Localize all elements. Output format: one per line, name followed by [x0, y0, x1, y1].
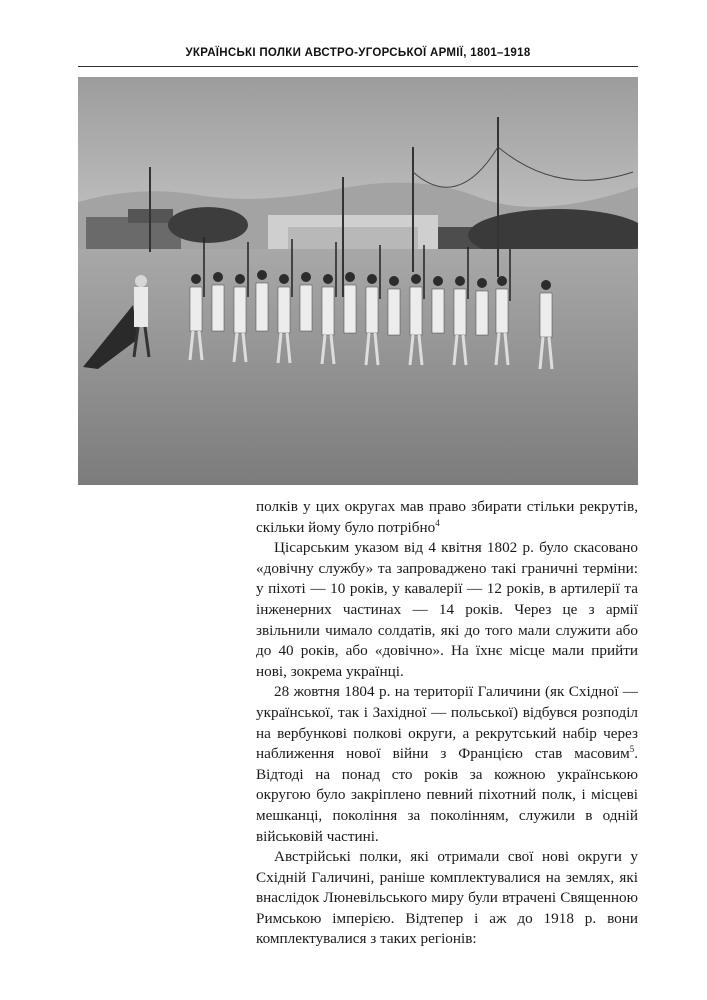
footnote-ref-5[interactable]: 5 — [629, 744, 635, 755]
paragraph-3: 28 жовтня 1804 р. на території Галичини (як Східної — української, так і Західної — польської) відбувся розподіл на вербункові полкові округи, а рекрутський набір через наближення нової війни з Францією став масовим$^5$. Відтоді на понад сто років за кожною українською округою було закріплено певний піхотний полк, і місцеві мешканці, покоління за поколінням, служили в одній військовій частині. — [256, 683, 638, 845]
historical-photo — [78, 77, 638, 485]
footnote-ref-4[interactable]: 4 — [435, 517, 440, 528]
paragraph-2: Цісарським указом від 4 квітня 1802 р. було скасовано «довічну службу» та запроваджено такі граничні терміни: у піхоті — 10 років, у кавалерії — 12 років, в артилерії та інженерних частинах — 14 років. Через це з армії звільнили чимало солдатів, які до того мали служити або до 40 років, або «довічно». На їхнє місце мали прийти нові, зокрема українці. — [256, 539, 638, 680]
paragraph-1: полків у цих округах мав право збирати стільки рекрутів, скільки йому було потрібно$^4$ — [256, 498, 638, 536]
running-head: УКРАЇНСЬКІ ПОЛКИ АВСТРО-УГОРСЬКОЇ АРМІЇ, 1801–1918 — [185, 47, 531, 59]
body-text — [256, 497, 638, 950]
paragraph-4: Австрійські полки, які отримали свої нові округи у Східній Галичині, раніше комплектувалися на землях, які внаслідок Люневільського миру були втрачені Священною Римською імперією. Відтепер і аж до 1918 р. вони комплектувалися з таких регіонів: — [256, 848, 638, 948]
header-rule — [78, 66, 638, 67]
